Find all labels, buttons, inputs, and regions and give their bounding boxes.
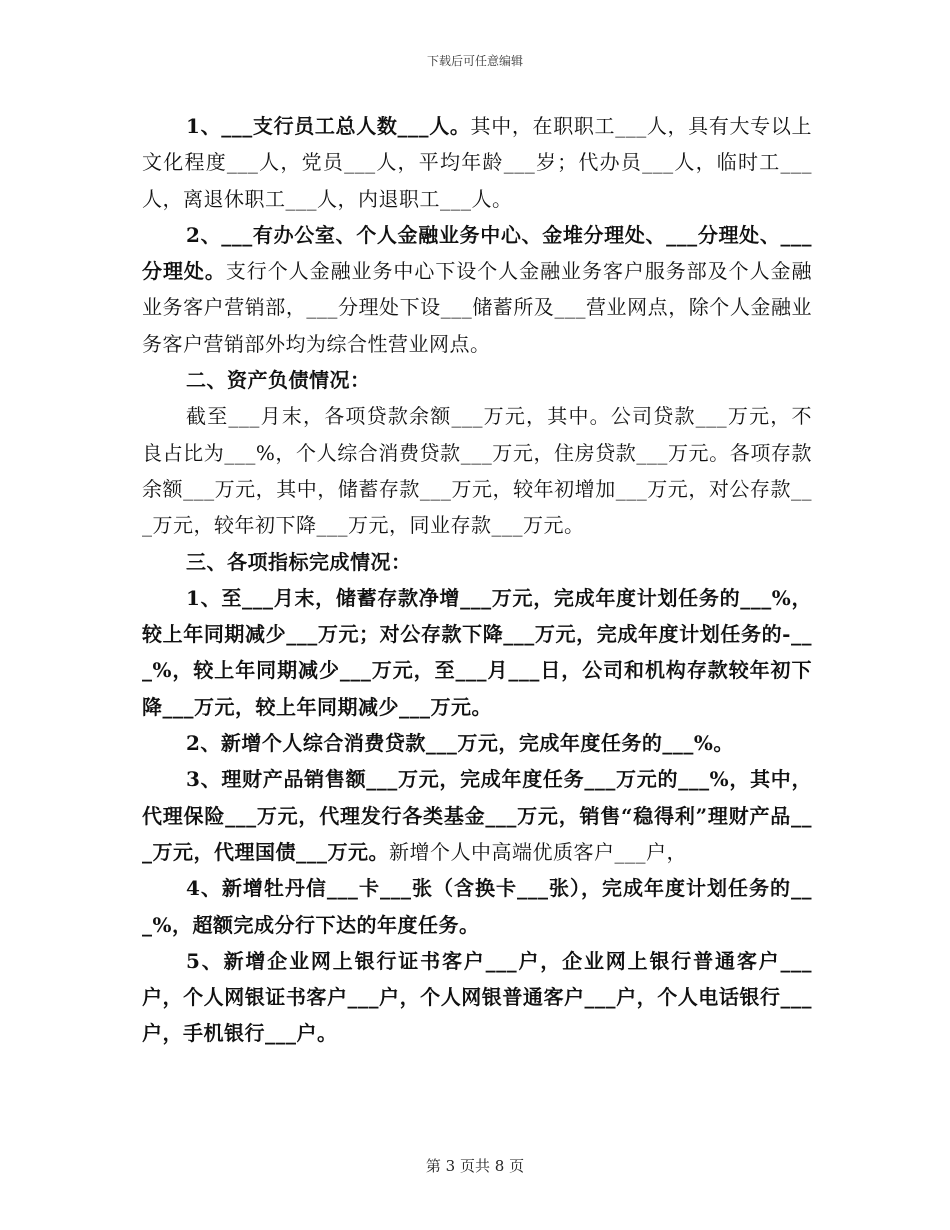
paragraph-deposits — [142, 580, 812, 725]
text-segment: 其中，在职职工___人，具有大专以上文化程度___人，党员___人，平均年龄___岁；代办员___人，临时工___人，离退休职工___人，内退职工___人。 — [142, 114, 812, 211]
text-segment: 1、___支行员工总人数___人。 — [186, 114, 471, 138]
text-segment: 支行个人金融业务中心下设个人金融业务客户服务部及个人金融业务客户营销部，___分理处下设___储蓄所及___营业网点，除个人金融业务客户营销部外均为综合性营业网点。 — [142, 259, 813, 356]
text-segment: 三、各项指标完成情况： — [186, 549, 412, 574]
page-footer: 第 3 页共 8 页 — [425, 1157, 525, 1175]
paragraph-wealth — [142, 761, 812, 870]
document-body — [142, 108, 812, 1052]
text-segment: 4、新增牡丹信___卡___张（含换卡___张），完成年度计划任务的___%，超额完成分行下达的年度任务。 — [142, 876, 812, 937]
paragraph-ebanking — [142, 943, 812, 1052]
paragraph-loans — [142, 725, 812, 761]
paragraph-staff — [142, 108, 812, 217]
paragraph-assets — [142, 398, 812, 543]
paragraph-branches — [142, 217, 812, 362]
text-segment: 2、___有办公室、个人金融业务中心、金堆分理处、___分理处、___分理处。 — [142, 222, 812, 284]
paragraph-cards — [142, 870, 812, 943]
text-segment: 2、新增个人综合消费贷款___万元，完成年度任务的___%。 — [186, 731, 734, 756]
section-heading-assets — [142, 362, 812, 398]
page-header: 下载后可任意编辑 — [426, 54, 523, 68]
text-segment: 新增个人中高端优质客户___户， — [389, 839, 687, 864]
text-segment: 二、资产负债情况： — [186, 368, 371, 393]
text-segment: 截至___月末，各项贷款余额___万元，其中。公司贷款___万元，不良占比为___%，个人综合消费贷款___万元，住房贷款___万元。各项存款余额___万元，其中，储蓄存款___万元，较年初增加___万元，对公存款___万元，较年初下降___万元，同业存款___万元。 — [142, 404, 812, 538]
text-segment: 1、至___月末，储蓄存款净增___万元，完成年度计划任务的___%，较上年同期减少___万元；对公存款下降___万元，完成年度计划任务的-___%，较上年同期减少___万元，至___月___日，公司和机构存款较年初下降___万元，较上年同期减少___万元。 — [142, 585, 812, 719]
section-heading-indicators — [142, 544, 812, 580]
text-segment: 3、理财产品销售额___万元，完成年度任务___万元的___%，其中，代理保险___万元，代理发行各类基金___万元，销售“稳得利”理财产品___万元，代理国债___万元。 — [142, 767, 812, 864]
text-segment: 5、新增企业网上银行证书客户___户，企业网上银行普通客户___户，个人网银证书客户___户，个人网银普通客户___户，个人电话银行___户，手机银行___户。 — [142, 948, 812, 1046]
